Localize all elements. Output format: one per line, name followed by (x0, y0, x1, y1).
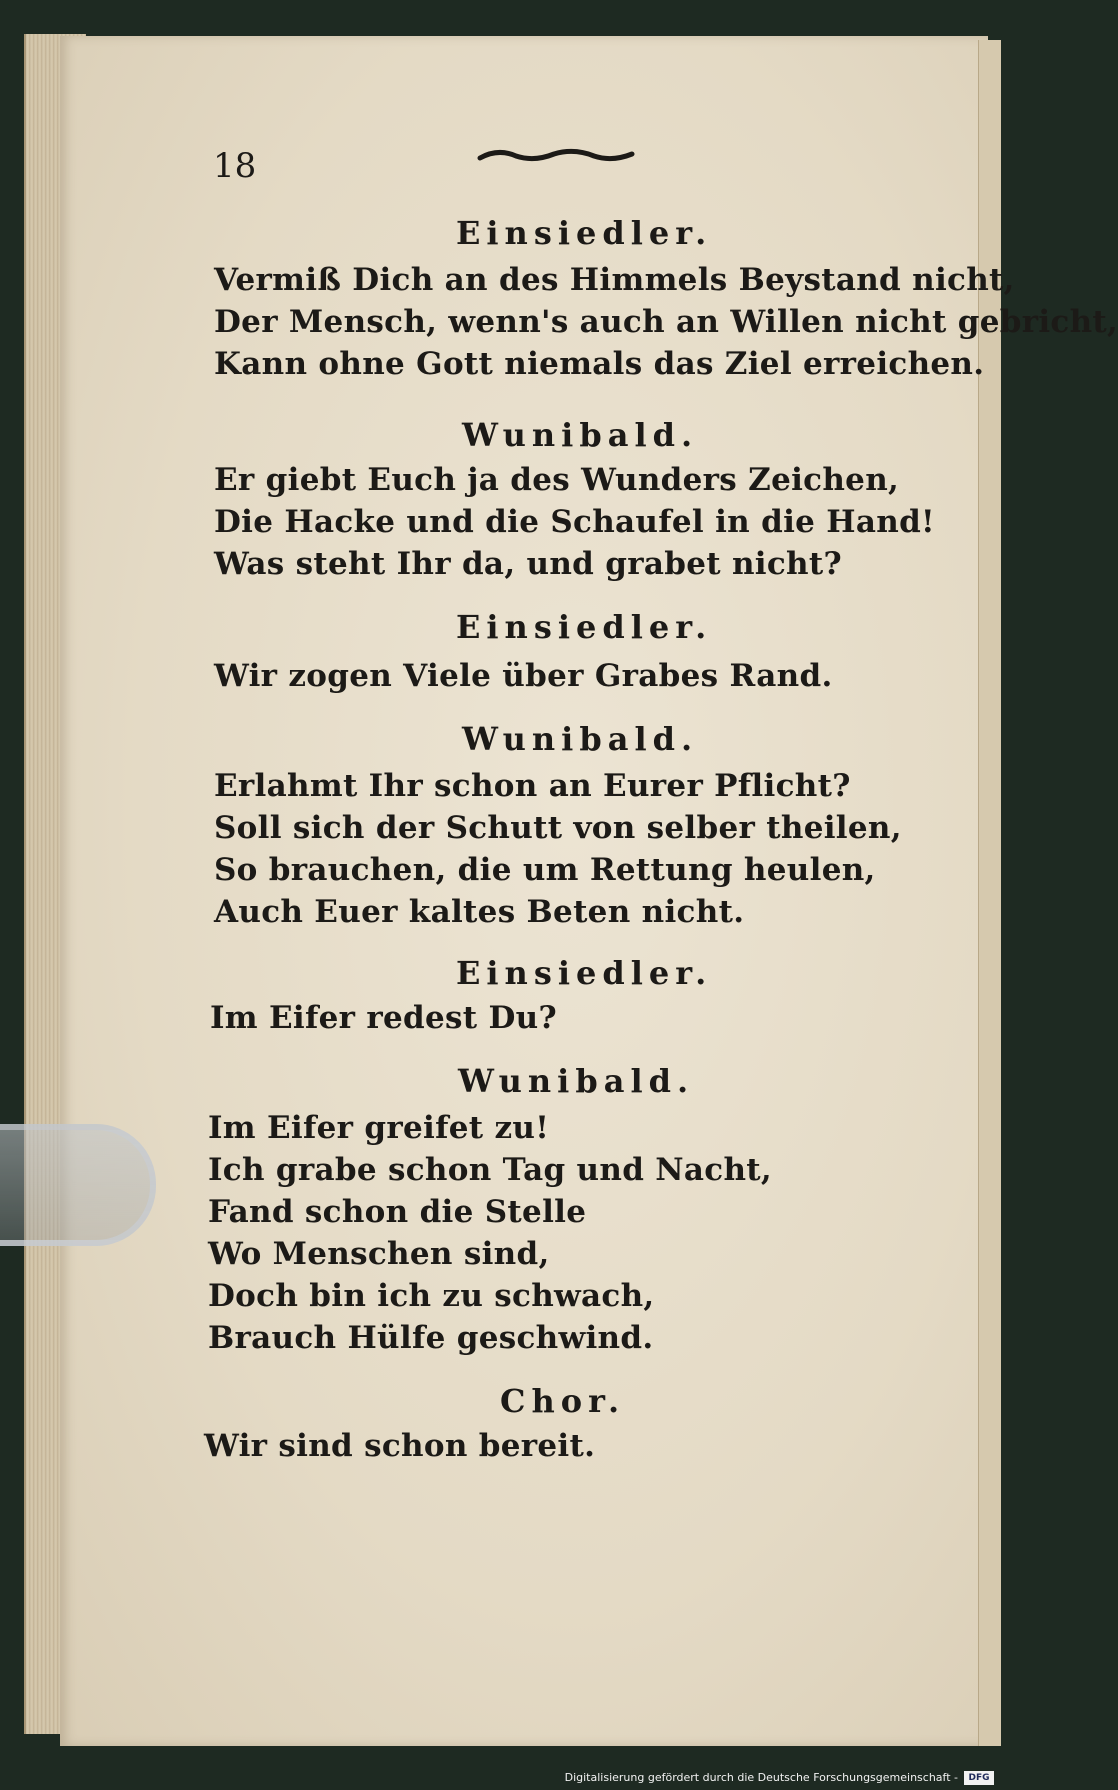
speaker-heading: Einsiedler. (456, 214, 713, 252)
verse-line: Auch Euer kaltes Beten nicht. (214, 894, 745, 930)
dfg-logo-icon: DFG (964, 1771, 994, 1785)
verse-line: Fand schon die Stelle (208, 1194, 587, 1230)
wavy-rule-ornament-icon (478, 146, 634, 164)
speaker-heading: Wunibald. (458, 1062, 695, 1100)
page-number: 18 (213, 146, 257, 186)
speaker-heading: Wunibald. (462, 416, 699, 454)
page-clip-holder (0, 1124, 156, 1246)
verse-line: Im Eifer greifet zu! (208, 1110, 550, 1146)
verse-line: Wir zogen Viele über Grabes Rand. (214, 658, 833, 694)
verse-line: Was steht Ihr da, und grabet nicht? (214, 546, 842, 582)
verse-line: Brauch Hülfe geschwind. (208, 1320, 654, 1356)
verse-line: Erlahmt Ihr schon an Eurer Pflicht? (214, 768, 851, 804)
verse-line: Wo Menschen sind, (208, 1236, 550, 1272)
verse-line: Wir sind schon bereit. (204, 1428, 596, 1464)
verse-line: Der Mensch, wenn's auch an Willen nicht gebricht, (214, 304, 1118, 340)
speaker-heading: Wunibald. (462, 720, 699, 758)
verse-line: Vermiß Dich an des Himmels Beystand nicht, (214, 262, 1015, 298)
verse-line: Doch bin ich zu schwach, (208, 1278, 655, 1314)
speaker-heading: Einsiedler. (456, 954, 713, 992)
verse-line: Soll sich der Schutt von selber theilen, (214, 810, 902, 846)
verse-line: Kann ohne Gott niemals das Ziel erreichen. (214, 346, 985, 382)
speaker-heading: Chor. (500, 1382, 626, 1420)
verse-line: Im Eifer redest Du? (210, 1000, 557, 1036)
verse-line: So brauchen, die um Rettung heulen, (214, 852, 876, 888)
speaker-heading: Einsiedler. (456, 608, 713, 646)
verse-line: Die Hacke und die Schaufel in die Hand! (214, 504, 935, 540)
verse-line: Er giebt Euch ja des Wunders Zeichen, (214, 462, 900, 498)
verse-line: Ich grabe schon Tag und Nacht, (208, 1152, 773, 1188)
digitization-credit: Digitalisierung gefördert durch die Deutsche Forschungsgemeinschaft - (564, 1771, 958, 1784)
